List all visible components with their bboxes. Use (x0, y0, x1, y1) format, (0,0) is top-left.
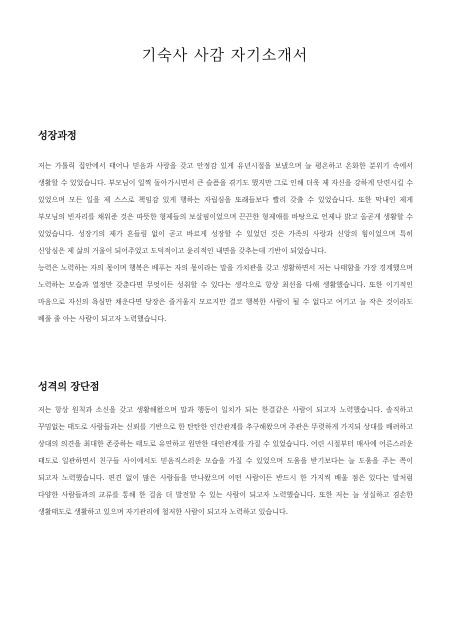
section-personality-body (38, 402, 413, 521)
paragraph: 저는 가톨릭 집안에서 태어나 믿음과 사랑을 갖고 안정감 있게 유년시절을 보냈으며 늘 평온하고 온화한 분위기 속에서 생활할 수 있었습니다. 부모님이 일찍 돌아가시면서 큰 슬픔을 겪기도 했지만 그로 인해 더욱 제 자신을 강하게 단련시킬 수 있었으며 모든 일을 제 스스로 책임감 있게 행하는 자립심을 또래들보다 빨리 갖출 수 있었습니다. 또한 막내인 제게 부모님의 빈자리를 채워준 것은 따뜻한 형제들의 보살핌이었으며 끈끈한 형제애를 바탕으로 언제나 밝고 올곧게 생활할 수 있었습니다. 성장기의 제가 흔들림 없이 곧고 바르게 성장할 수 있었던 것은 가족의 사랑과 신앙의 힘이었으며 특히 신앙심은 제 삶의 거울이 되어주었고 도덕적이고 윤리적인 내면을 갖추는데 기반이 되었습니다. (38, 162, 413, 255)
paragraph: 능력은 노력하는 자의 몫이며 행복은 베푸는 자의 몫이라는 말을 가치관을 갖고 생활하면서 저는 나태함을 가장 경계했으며 노력하는 모습과 열정만 갖춘다면 무엇이든 성취할 수 있다는 생각으로 항상 최선을 다해 생활했습니다. 또한 이기적인 마음으로 자신의 욕심만 채운다면 당장은 즐거울지 모르지만 결코 행복한 사람이 될 수 없다고 여기고 늘 작은 것이라도 베풀 줄 아는 사람이 되고자 노력했습니다. (38, 264, 413, 323)
section-heading-growth: 성장과정 (38, 131, 77, 142)
section-growth-body (38, 158, 413, 328)
paragraph: 저는 항상 원칙과 소신을 갖고 생활해왔으며 말과 행동이 일치가 되는 한결같은 사람이 되고자 노력했습니다. 솔직하고 꾸밈없는 태도로 사람들과는 신뢰를 기반으로 한 탄탄한 인간관계를 추구해왔으며 주관은 뚜렷하게 가지되 상대를 배려하고 상대의 의견을 최대한 존중하는 태도로 유연하고 원만한 대인관계를 가질 수 있었습니다. 어린 시절부터 매사에 어른스러운 태도로 일관하면서 친구들 사이에서도 믿음직스러운 모습을 가질 수 있었으며 도움을 받기보다는 늘 도움을 주는 쪽이 되고자 노력했습니다. 편견 없이 많은 사람들을 만나왔으며 어떤 사람이든 반드시 한 가지씩 배울 점은 있다는 말처럼 다양한 사람들과의 교류를 통해 한 걸음 더 발전할 수 있는 사람이 되고자 노력했습니다. 또한 저는 늘 성실하고 겸손한 생활태도로 생활하고 있으며 자기관리에 철저한 사람이 되고자 노력하고 있습니다. (38, 406, 413, 516)
section-heading-personality: 성격의 장단점 (38, 382, 100, 393)
document-title: 기숙사 사감 자기소개서 (141, 46, 309, 64)
